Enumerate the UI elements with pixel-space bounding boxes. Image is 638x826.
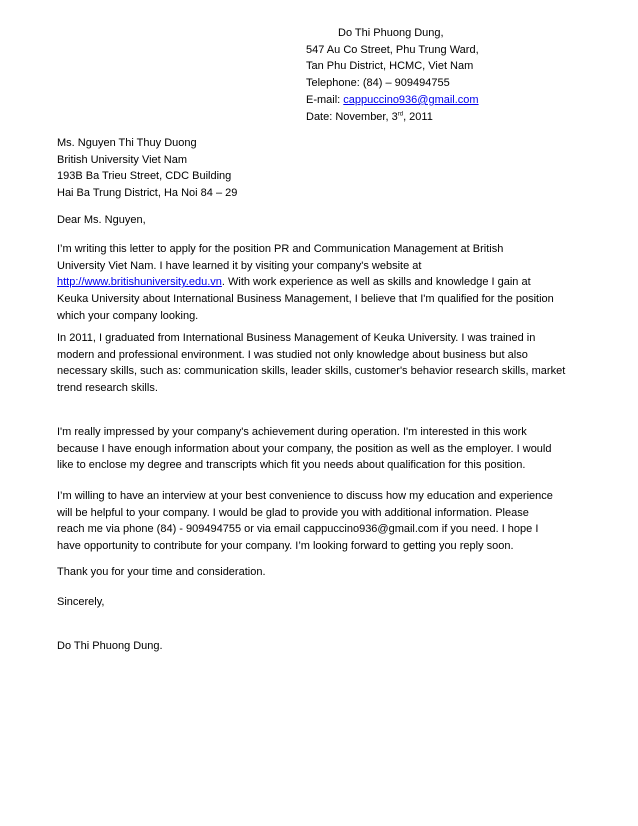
paragraph-line: In 2011, I graduated from International Business Management of Keuka University. I was trained in	[57, 332, 536, 344]
recipient-organization: British University Viet Nam	[57, 153, 187, 166]
paragraph-line: because I have enough information about your company, the position as well as the employer. I would	[57, 442, 552, 455]
paragraph-line: Keuka University about International Business Management, I believe that I'm qualified for the position	[57, 293, 554, 306]
website-link[interactable]: http://www.britishuniversity.edu.vn	[57, 276, 222, 289]
sender-block	[306, 25, 606, 125]
paragraph-line: like to enclose my degree and transcripts which fit you needs about qualification for this position.	[57, 459, 526, 472]
paragraph-1	[57, 241, 589, 325]
salutation: Dear Ms. Nguyen,	[57, 214, 146, 226]
paragraph-line: which your company looking.	[57, 309, 199, 322]
paragraph-line: necessary skills, such as: communication skills, leader skills, customer's behavior research skills, market	[57, 365, 566, 378]
signature: Do Thi Phuong Dung.	[57, 640, 163, 652]
paragraph-line: reach me via phone (84) - 909494755 or via email cappuccino936@gmail.com if you need. I hope I	[57, 523, 539, 536]
paragraph-line: have opportunity to contribute for your company. I’m looking forward to getting you reply soon.	[57, 540, 514, 553]
paragraph-line: University Viet Nam. I have learned it by visiting your company's website at	[57, 259, 422, 272]
paragraph-line: will be helpful to your company. I would be glad to provide you with additional information. Please	[57, 506, 529, 519]
sender-name: Do Thi Phuong Dung,	[338, 27, 444, 39]
sender-address-line-2: Tan Phu District, HCMC, Viet Nam	[306, 60, 474, 73]
paragraph-3	[57, 424, 589, 474]
paragraph-line: I’m willing to have an interview at your best convenience to discuss how my education and experience	[57, 490, 553, 502]
sender-address-line-1: 547 Au Co Street, Phu Trung Ward,	[306, 43, 479, 56]
recipient-street: 193B Ba Trieu Street, CDC Building	[57, 170, 232, 183]
sender-email-line	[306, 92, 606, 109]
paragraph-5: Thank you for your time and consideration.	[57, 566, 266, 578]
date-prefix: Date: November, 3	[306, 110, 398, 123]
closing: Sincerely,	[57, 596, 105, 608]
paragraph-line: I’m writing this letter to apply for the position PR and Communication Management at British	[57, 243, 504, 255]
date-ordinal: rd	[397, 110, 404, 117]
date-suffix: , 2011	[403, 110, 433, 123]
paragraph-line: trend research skills.	[57, 382, 158, 395]
paragraph-4	[57, 488, 589, 555]
email-link[interactable]: cappuccino936@gmail.com	[343, 93, 479, 106]
paragraph-2	[57, 330, 589, 397]
paragraph-text: . With work experience as well as skills and knowledge I gain at	[221, 276, 531, 289]
paragraph-line	[57, 274, 589, 291]
recipient-name: Ms. Nguyen Thi Thuy Duong	[57, 137, 197, 149]
paragraph-line: modern and professional environment. I was studied not only knowledge about business but also	[57, 348, 528, 361]
letter-date	[306, 109, 606, 126]
recipient-block	[57, 135, 597, 202]
recipient-district: Hai Ba Trung District, Ha Noi 84 – 29	[57, 187, 238, 200]
paragraph-line: I'm really impressed by your company's achievement during operation. I'm interested in this work	[57, 426, 527, 438]
email-label: E-mail:	[306, 93, 344, 106]
sender-telephone: Telephone: (84) – 909494755	[306, 77, 450, 90]
